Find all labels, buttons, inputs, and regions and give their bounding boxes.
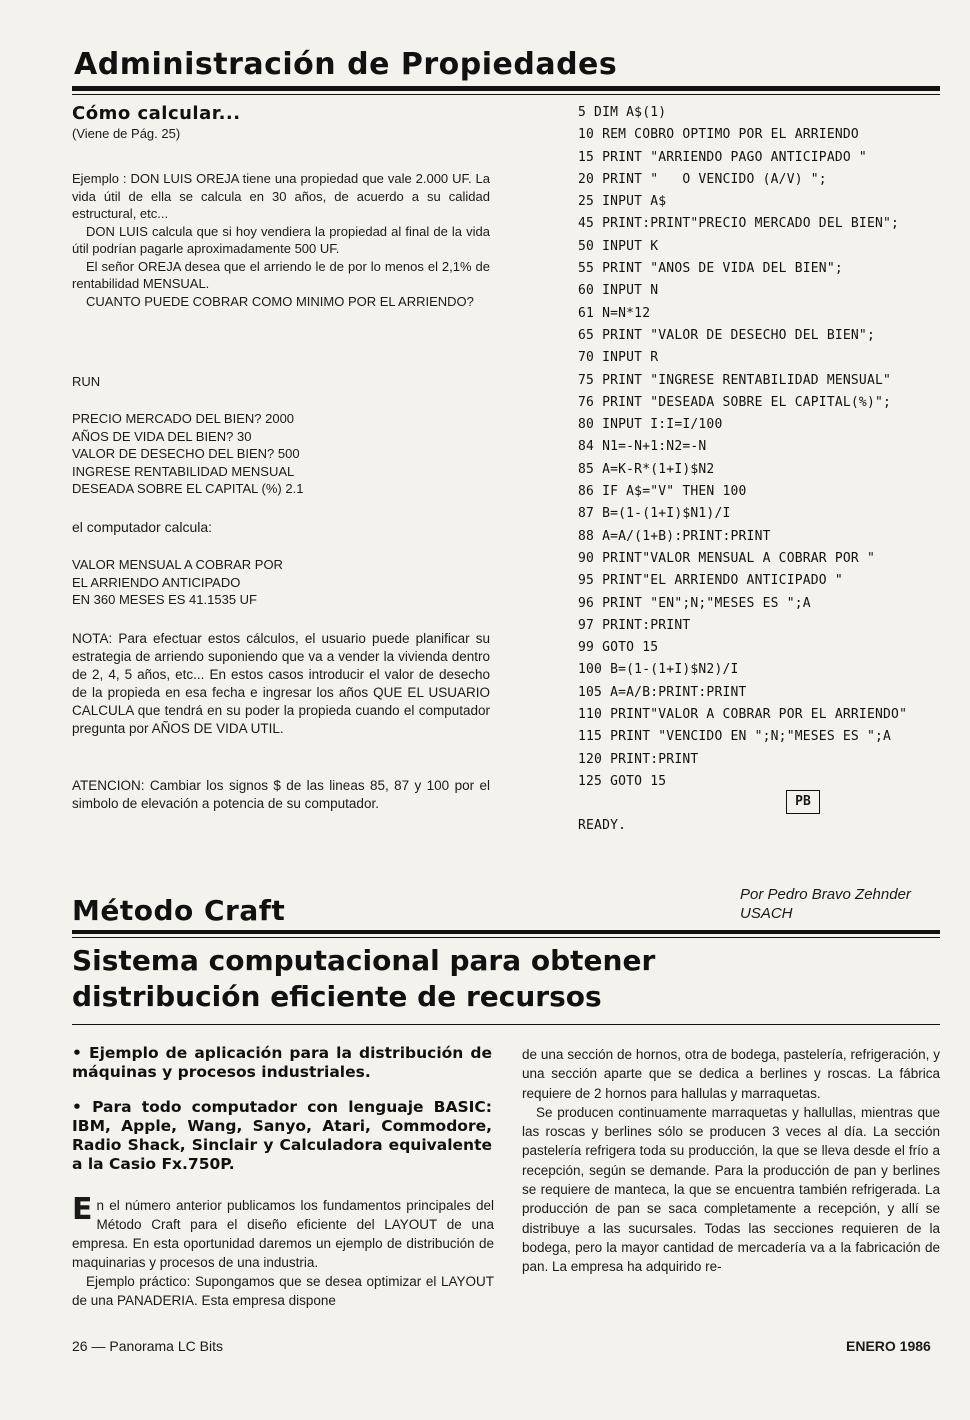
- craft-rule: [72, 930, 940, 934]
- paragraph-oreja: El señor OREJA desea que el arriendo le de por lo menos el 2,1% de rentabilidad MENSUAL.: [72, 258, 490, 291]
- craft-right-paragraph-1: de una sección de hornos, otra de bodega, pastelería, refrigeración, y una sección aparte que se dedica a berlines y roscas. La fábrica requiere de 2 hornos para hallulas y marraquetas.: [522, 1047, 940, 1101]
- calc-intro: el computador calcula:: [72, 519, 213, 535]
- run-output: PRECIO MERCADO DEL BIEN? 2000 AÑOS DE VIDA DEL BIEN? 30 VALOR DE DESECHO DEL BIEN? 500 INGRESE RENTABILIDAD MENSUAL DESEADA SOBRE EL CAPITAL (%) 2.1: [72, 411, 304, 496]
- basic-listing: [578, 102, 938, 793]
- craft-paragraph-2: Ejemplo práctico: Supongamos que se desea optimizar el LAYOUT de una PANADERIA. Esta empresa dispone: [72, 1274, 494, 1308]
- code-line: 125 GOTO 15: [578, 773, 667, 789]
- note-paragraph: NOTA: Para efectuar estos cálculos, el usuario puede planificar su estrategia de arriendo suponiendo que va a vender la vivienda dentro de 2, 4, 5 años, etc... En estos casos introducir el valor de desecho de la propieda en esa fecha e ingresar los años QUE EL USUARIO CALCULA que tendrá en su poder la propieda cuando el computador pregunta por AÑOS DE VIDA UTIL.: [72, 631, 490, 736]
- craft-rule-thin: [72, 937, 940, 938]
- craft-right-paragraph-2: Se producen continuamente marraquetas y hallullas, mientras que las roscas y berlines sólo se producen 3 veces al día. La sección pastelería refrigera toda su producción, la que se lleva desde el frío a recepción, según se demande. Para la producción de pan y berlines se requiere de manteca, la que se encuentra también refrigerada. La producción de pan se saca completamente a recepción, y allí se distribuye a las sucursales. Todas las secciones requieren de la bodega, pero la mayor cantidad de mercadería va a la fabricación de pan. La empresa ha adquirido re-: [522, 1104, 940, 1275]
- craft-headline-2: distribución eficiente de recursos: [72, 980, 602, 1013]
- paragraph-don-luis: DON LUIS calcula que si hoy vendiera la propiedad al final de la vida útil podrían pagarle aproximadamente 500 UF.: [72, 223, 490, 256]
- continued-note: (Viene de Pág. 25): [72, 126, 181, 141]
- code-line: 87 B=(1-(1+I)$N1)/I: [578, 506, 731, 522]
- code-line: 86 IF A$="V" THEN 100: [578, 484, 747, 500]
- code-line: 70 INPUT R: [578, 350, 659, 366]
- run-label: RUN: [72, 374, 101, 389]
- craft-left-text: [72, 1192, 494, 1310]
- code-line: 15 PRINT "ARRIENDO PAGO ANTICIPADO ": [578, 149, 867, 165]
- subtitle: Cómo calcular...: [72, 103, 241, 124]
- code-line: 97 PRINT:PRINT: [578, 617, 691, 633]
- code-line: 61 N=N*12: [578, 305, 651, 321]
- code-line: 25 INPUT A$: [578, 194, 667, 210]
- title-rule-thin: [72, 94, 940, 95]
- ready-prompt: READY.: [578, 818, 627, 833]
- code-line: 84 N1=-N+1:N2=-N: [578, 439, 707, 455]
- paragraph-question: CUANTO PUEDE COBRAR COMO MINIMO POR EL ARRIENDO?: [86, 293, 474, 309]
- code-line: 100 B=(1-(1+I)$N2)/I: [578, 662, 739, 678]
- left-column: [72, 170, 490, 310]
- pb-badge: PB: [786, 790, 820, 814]
- footer-page-label: 26 — Panorama LC Bits: [72, 1338, 223, 1354]
- result-output: VALOR MENSUAL A COBRAR POR EL ARRIENDO ANTICIPADO EN 360 MESES ES 41.1535 UF: [72, 557, 283, 607]
- code-line: 85 A=K-R*(1+I)$N2: [578, 461, 715, 477]
- code-line: 115 PRINT "VENCIDO EN ";N;"MESES ES ";A: [578, 729, 892, 745]
- code-line: 75 PRINT "INGRESE RENTABILIDAD MENSUAL": [578, 372, 892, 388]
- code-line: 10 REM COBRO OPTIMO POR EL ARRIENDO: [578, 127, 859, 143]
- code-line: 120 PRINT:PRINT: [578, 751, 699, 767]
- code-line: 80 INPUT I:I=I/100: [578, 417, 723, 433]
- code-line: 88 A=A/(1+B):PRINT:PRINT: [578, 528, 771, 544]
- headline-rule: [72, 1024, 940, 1025]
- drop-cap: E: [72, 1192, 93, 1227]
- attention-paragraph: ATENCION: Cambiar los signos $ de las lineas 85, 87 y 100 por el simbolo de elevación a potencia de su computador.: [72, 778, 490, 811]
- craft-headline-1: Sistema computacional para obtener: [72, 944, 656, 977]
- bullet-application: • Ejemplo de aplicación para la distribución de máquinas y procesos industriales.: [72, 1044, 492, 1081]
- code-line: 90 PRINT"VALOR MENSUAL A COBRAR POR ": [578, 550, 875, 566]
- code-line: 5 DIM A$(1): [578, 105, 667, 120]
- section-title: Administración de Propiedades: [74, 47, 618, 82]
- code-line: 95 PRINT"EL ARRIENDO ANTICIPADO ": [578, 573, 843, 589]
- code-line: 110 PRINT"VALOR A COBRAR POR EL ARRIENDO": [578, 707, 908, 723]
- code-line: 55 PRINT "ANOS DE VIDA DEL BIEN";: [578, 261, 843, 277]
- code-line: 50 INPUT K: [578, 238, 659, 254]
- craft-title: Método Craft: [72, 894, 286, 927]
- code-line: 60 INPUT N: [578, 283, 659, 299]
- code-line: 76 PRINT "DESEADA SOBRE EL CAPITAL(%)";: [578, 394, 892, 410]
- code-line: 45 PRINT:PRINT"PRECIO MERCADO DEL BIEN";: [578, 216, 900, 232]
- paragraph-example: Ejemplo : DON LUIS OREJA tiene una propiedad que vale 2.000 UF. La vida útil de ella se calcula en 30 años, de acuerdo a su calidad estructural, etc...: [72, 171, 490, 221]
- bullet-computers: • Para todo computador con lenguaje BASIC: IBM, Apple, Wang, Sanyo, Atari, Commodore, Radio Shack, Sinclair y Calculadora equivalente a la Casio Fx.750P.: [72, 1098, 492, 1173]
- author-affiliation: USACH: [740, 905, 793, 922]
- code-line: 105 A=A/B:PRINT:PRINT: [578, 684, 747, 700]
- code-line: 65 PRINT "VALOR DE DESECHO DEL BIEN";: [578, 327, 875, 343]
- code-line: 20 PRINT " O VENCIDO (A/V) ";: [578, 171, 827, 187]
- craft-paragraph-1: n el número anterior publicamos los fundamentos principales del Método Craft para el diseño eficiente del LAYOUT de una empresa. En esta oportunidad daremos un ejemplo de distribución de maquinarias y procesos de una industria.: [72, 1198, 494, 1270]
- code-line: 96 PRINT "EN";N;"MESES ES ";A: [578, 595, 811, 611]
- craft-right-text: [522, 1045, 940, 1277]
- author-byline: Por Pedro Bravo Zehnder: [740, 886, 911, 903]
- title-rule: [72, 86, 940, 91]
- footer-date: ENERO 1986: [846, 1338, 931, 1354]
- code-line: 99 GOTO 15: [578, 640, 659, 656]
